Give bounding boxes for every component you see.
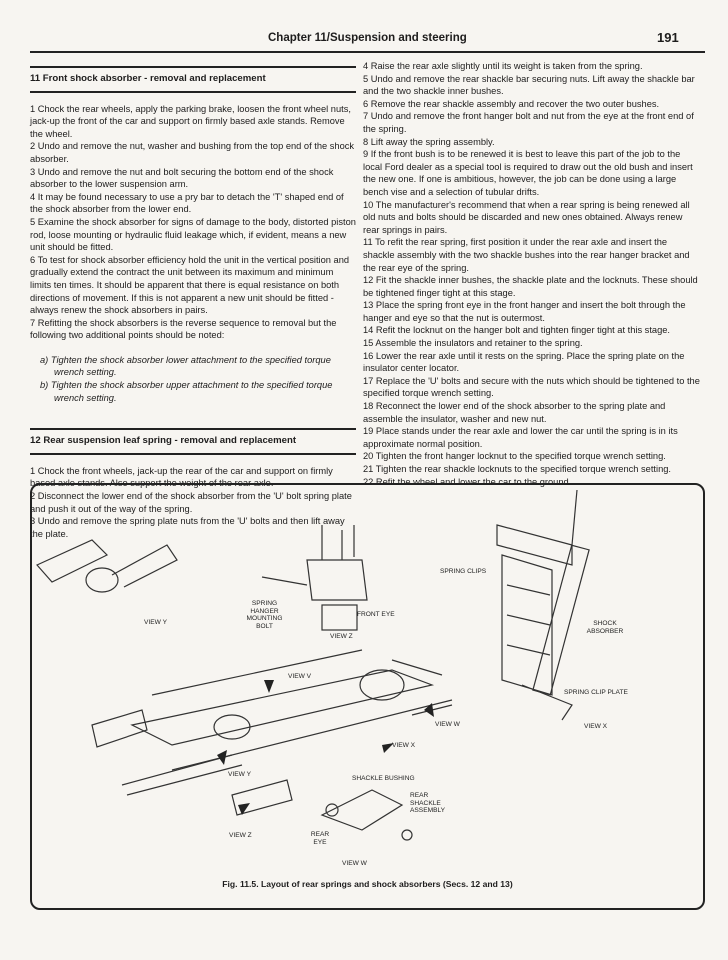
- label-rear-eye: REAR EYE: [310, 831, 330, 846]
- paragraph: 22 Refit the wheel and lower the car to the ground.: [363, 476, 572, 487]
- paragraph: 1 Chock the front wheels, jack-up the rear of the car and support on firmly based axle stands. Also support the weight of the rear axle.: [30, 465, 333, 489]
- view-y-drawing: [37, 540, 177, 592]
- label-view-y-top: VIEW Y: [144, 619, 167, 626]
- header-rule: [30, 51, 705, 53]
- paragraph: 1 Chock the rear wheels, apply the parking brake, loosen the front wheel nuts, jack-up the front of the car and support on firmly based axle stands. Remove the wheel.: [30, 103, 351, 139]
- paragraph: 5 Undo and remove the rear shackle bar securing nuts. Lift away the shackle bar and the two shackle inner bushes.: [363, 73, 695, 97]
- label-view-y: VIEW Y: [228, 771, 251, 778]
- label-view-x: VIEW X: [392, 742, 416, 749]
- paragraph: 2 Undo and remove the nut, washer and bushing from the top end of the shock absorber.: [30, 141, 355, 164]
- label-view-z-top: VIEW Z: [330, 633, 353, 640]
- paragraph: 16 Lower the rear axle until it rests on the spring. Place the spring plate on the insulator center locator.: [363, 350, 685, 374]
- label-shackle-bushing: SHACKLE BUSHING: [352, 775, 415, 782]
- paragraph: 7 Undo and remove the front hanger bolt and nut from the eye at the front end of the spring.: [363, 111, 694, 134]
- paragraph: 21 Tighten the rear shackle locknuts to the specified torque wrench setting.: [363, 464, 672, 474]
- paragraph: 6 To test for shock absorber efficiency hold the unit in the vertical position and gradually extend the contract the unit between its maximum and minimum limits ten times. It should be apparent that there is equal resistance on both directions of movement. If this is not apparent a new unit should be fitted - always renew the shock absorbers in pairs.: [30, 254, 350, 316]
- paragraph: 3 Undo and remove the nut and bolt securing the bottom end of the shock absorber to the lower suspension arm.: [30, 166, 334, 190]
- paragraph: 8 Lift away the spring assembly.: [363, 136, 495, 147]
- points-list: [30, 354, 356, 404]
- paragraph: 6 Remove the rear shackle assembly and recover the two outer bushes.: [363, 98, 660, 109]
- right-column: [363, 60, 701, 488]
- spring-clip-drawing: [497, 490, 589, 720]
- figure-box: [30, 483, 705, 910]
- paragraph: 17 Replace the 'U' bolts and secure with the nuts which should be tightened to the specified torque wrench setting.: [363, 375, 700, 399]
- paragraph: 7 Refitting the shock absorbers is the reverse sequence to removal but the following two additional points should be noted:: [30, 317, 337, 341]
- label-view-x-right: VIEW X: [584, 723, 608, 730]
- paragraph: 3 Undo and remove the spring plate nuts from the 'U' bolts and then lift away the plate.: [30, 516, 345, 539]
- label-view-w-bottom: VIEW W: [342, 860, 367, 867]
- point: a) Tighten the shock absorber lower attachment to the specified torque wrench setting.: [40, 354, 331, 378]
- label-spring-hanger: SPRING HANGER MOUNTING BOLT: [246, 600, 283, 630]
- paragraph: 9 If the front bush is to be renewed it is best to leave this part of the job to the local Ford dealer as a special tool is required to draw out the old bush and insert the new one. If one is ambitious, however, the job can be done using a large bench vise and a selection of tubular drifts.: [363, 149, 693, 197]
- label-spring-clip-plate: SPRING CLIP PLATE: [564, 689, 628, 696]
- label-spring-clips: SPRING CLIPS: [440, 568, 487, 575]
- paragraph: 20 Tighten the front hanger locknut to the specified torque wrench setting.: [363, 451, 666, 462]
- paragraph: 11 To refit the rear spring, first position it under the rear axle and insert the shackle assembly with the two shackle bushes into the rear hanger bracket and the rear eye of the spring.: [363, 237, 690, 273]
- label-view-v: VIEW V: [288, 673, 312, 680]
- section-12-heading: 12 Rear suspension leaf spring - removal and replacement: [30, 428, 356, 455]
- suspension-diagram: [32, 485, 707, 912]
- page-number: 191: [657, 30, 679, 45]
- figure-caption: Fig. 11.5. Layout of rear springs and shock absorbers (Secs. 12 and 13): [222, 879, 513, 889]
- left-column: [30, 66, 356, 540]
- paragraph: 4 It may be found necessary to use a pry bar to detach the 'T' shaped end of the shock absorber from the lower end.: [30, 191, 344, 215]
- label-view-w: VIEW W: [435, 721, 460, 728]
- label-view-z: VIEW Z: [229, 832, 252, 839]
- label-front-eye: FRONT EYE: [357, 611, 395, 618]
- paragraph: 18 Reconnect the lower end of the shock absorber to the spring plate and assemble the insulator, washer and new nut.: [363, 401, 666, 424]
- paragraph: 12 Fit the shackle inner bushes, the shackle plate and the locknuts. These should be tightened finger tight at this stage.: [363, 275, 698, 298]
- paragraph: 10 The manufacturer's recommend that when a rear spring is being renewed all old nuts and bolts should be discarded and new ones obtained. Always renew rear springs in pairs.: [363, 199, 690, 235]
- point: b) Tighten the shock absorber upper attachment to the specified torque wrench setting.: [40, 380, 333, 403]
- paragraph: 19 Place stands under the rear axle and lower the car until the spring is in its approximate normal position.: [363, 426, 678, 449]
- label-shock-absorber: SHOCK ABSORBER: [586, 620, 624, 635]
- paragraph: 14 Refit the locknut on the hanger bolt and tighten finger tight at this stage.: [363, 325, 671, 336]
- paragraph: 15 Assemble the insulators and retainer to the spring.: [363, 338, 583, 349]
- section-11-heading: 11 Front shock absorber - removal and replacement: [30, 66, 356, 93]
- chapter-title: Chapter 11/Suspension and steering: [268, 32, 467, 44]
- paragraph: 4 Raise the rear axle slightly until its weight is taken from the spring.: [363, 61, 643, 71]
- paragraph: 5 Examine the shock absorber for signs of damage to the body, distorted piston rod, loose mounting or hydraulic fluid leakage which, if evident, means a new unit should be fitted.: [30, 216, 356, 253]
- paragraph: 13 Place the spring front eye in the front hanger and insert the bolt through the hanger and eye so that the nut is outermost.: [363, 300, 686, 323]
- label-rear-shackle-assembly: REAR SHACKLE ASSEMBLY: [410, 792, 446, 814]
- paragraph: 2 Disconnect the lower end of the shock absorber from the 'U' bolt spring plate and push it out of the way of the spring.: [30, 491, 352, 514]
